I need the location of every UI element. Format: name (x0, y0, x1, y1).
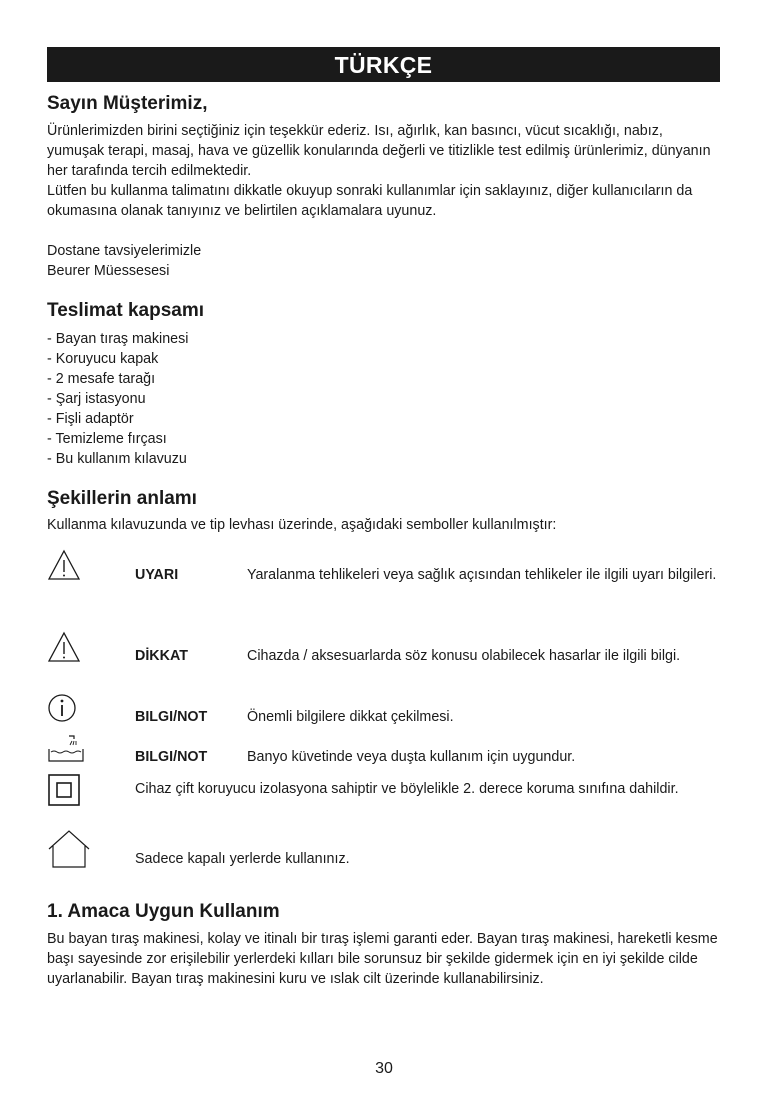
symbol-label: DİKKAT (135, 648, 188, 664)
list-item: - Fişli adaptör (47, 411, 134, 427)
symbol-row-info (47, 693, 720, 733)
symbol-row-warning (47, 549, 720, 631)
symbol-row-bathtub (47, 733, 720, 773)
list-item: - 2 mesafe tarağı (47, 371, 156, 387)
symbol-row-insulation (47, 773, 720, 829)
delivery-title: Teslimat kapsamı (47, 300, 205, 321)
manual-page (47, 47, 720, 989)
bathtub-shower-icon (47, 733, 85, 763)
usage-title: 1. Amaca Uygun Kullanım (47, 901, 280, 922)
caution-triangle-icon (47, 631, 81, 663)
info-icon (47, 693, 77, 723)
symbol-row-indoor (47, 829, 720, 889)
page-number: 30 (375, 1060, 393, 1077)
list-item: - Temizleme fırçası (47, 431, 167, 447)
symbol-description: Cihazda / aksesuarlarda söz konusu olabilecek hasarlar ile ilgili bilgi. (247, 648, 681, 664)
symbol-description: Önemli bilgilere dikkat çekilmesi. (247, 709, 454, 725)
greeting-title: Sayın Müşterimiz, (47, 93, 208, 114)
intro-paragraph: Ürünlerimizden birini seçtiğiniz için teşekkür ederiz. Isı, ağırlık, kan basıncı, vücut sıcaklığı, nabız, yumuşak terapi, masaj, hava ve güzellik konularında değerli ve titizlikle test edilmiş ürünlerimiz, dünyanın her tarafında tercih edilmektedir. (47, 123, 711, 179)
language-header: TÜRKÇE (47, 47, 720, 82)
symbol-description: Banyo küvetinde veya duşta kullanım için uygundur. (247, 749, 576, 765)
symbol-description: Yaralanma tehlikeleri veya sağlık açısından tehlikeler ile ilgili uyarı bilgileri. (247, 567, 717, 583)
instructions-paragraph: Lütfen bu kullanma talimatını dikkatle okuyup sonraki kullanımlar için saklayınız, diğer kullanıcıların da okumasına olanak tanıyınız ve belirtilen açıklamalara uyunuz. (47, 183, 693, 219)
symbol-description: Sadece kapalı yerlerde kullanınız. (135, 851, 350, 867)
warning-triangle-icon (47, 549, 81, 581)
symbol-label: UYARI (135, 567, 179, 583)
list-item: - Bu kullanım kılavuzu (47, 451, 187, 467)
symbol-label: BILGI/NOT (135, 709, 208, 725)
list-item: - Şarj istasyonu (47, 391, 146, 407)
delivery-list (47, 329, 720, 469)
symbol-row-caution (47, 631, 720, 693)
symbol-description: Cihaz çift koruyucu izolasyona sahiptir ve böylelikle 2. derece koruma sınıfına dahildir. (135, 781, 679, 797)
list-item: - Bayan tıraş makinesi (47, 331, 189, 347)
house-icon (47, 829, 91, 869)
usage-paragraph: Bu bayan tıraş makinesi, kolay ve itinalı bir tıraş işlemi garanti eder. Bayan tıraş makinesi, hareketli kesme başı sayesinde zor erişilebilir yerlerdeki kılları bile sorunsuz bir şekilde gidermek için en iyi şekilde cilde uyarlanabilir. Bayan tıraş makinesini kuru ve ıslak cilt üzerinde kullanabilirsiniz. (47, 931, 718, 987)
symbol-label: BILGI/NOT (135, 749, 208, 765)
list-item: - Koruyucu kapak (47, 351, 159, 367)
double-insulation-icon (47, 773, 81, 807)
symbols-intro: Kullanma kılavuzunda ve tip levhası üzerinde, aşağıdaki semboller kullanılmıştır: (47, 517, 557, 533)
closing-line: Dostane tavsiyelerimizle (47, 243, 202, 259)
symbols-title: Şekillerin anlamı (47, 488, 197, 509)
company-name: Beurer Müessesesi (47, 263, 170, 279)
